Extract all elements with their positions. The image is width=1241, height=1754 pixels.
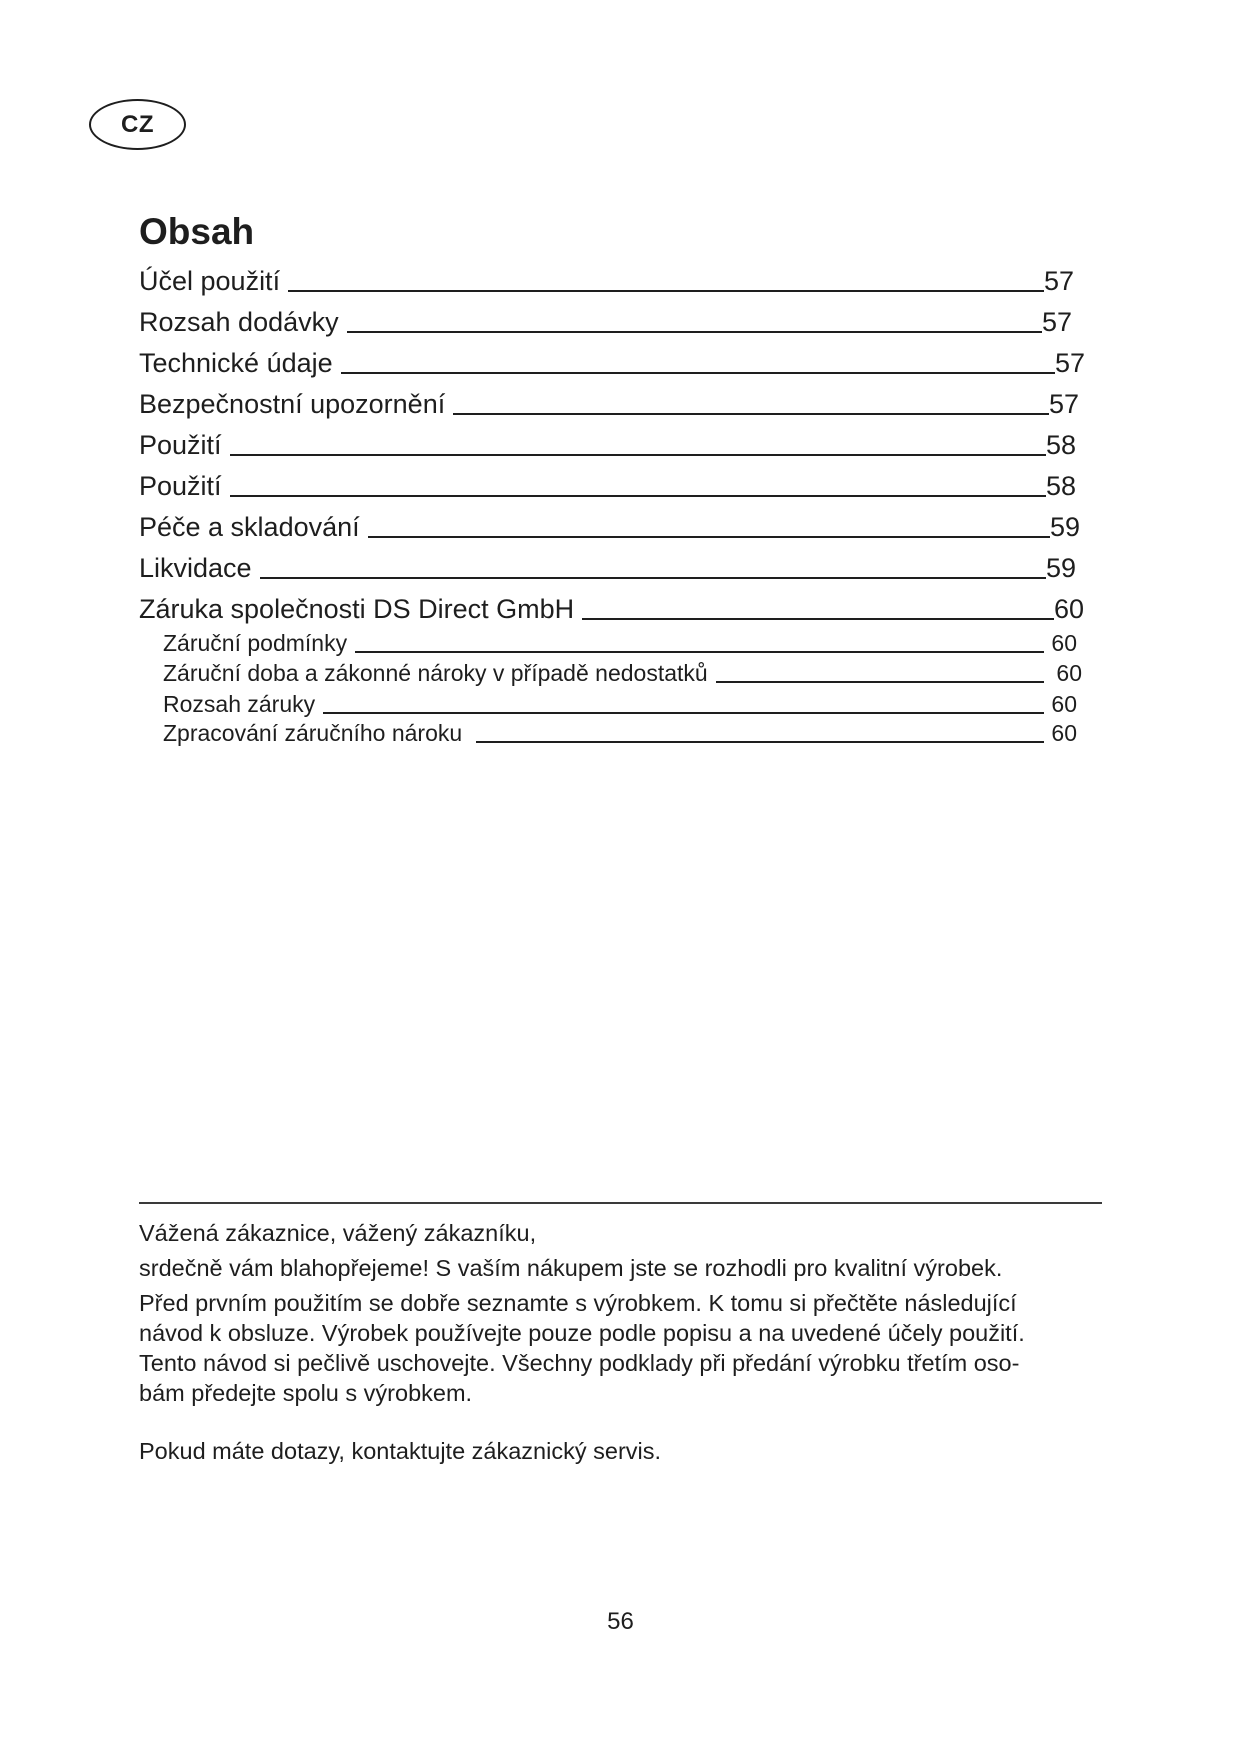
toc-leader-line xyxy=(230,495,1046,497)
intro-paragraph-line: Před prvním použitím se dobře seznamte s výrobkem. K tomu si přečtěte následující xyxy=(139,1290,1017,1316)
toc-entry-label: Péče a skladování xyxy=(139,512,360,542)
intro-paragraph-line: návod k obsluze. Výrobek používejte pouze podle popisu a na uvedené účely použití. xyxy=(139,1320,1025,1346)
intro-contact: Pokud máte dotazy, kontaktujte zákaznický servis. xyxy=(139,1438,662,1464)
language-code: CZ xyxy=(121,110,154,138)
toc-leader-line xyxy=(341,372,1055,374)
toc-subentry-page: 60 xyxy=(1051,720,1077,746)
toc-subentry-label: Záruční podmínky xyxy=(163,630,348,656)
intro-paragraph-line: bám předejte spolu s výrobkem. xyxy=(139,1380,473,1406)
toc-entry-label: Bezpečnostní upozornění xyxy=(139,389,446,419)
toc-entry-label: Likvidace xyxy=(139,553,252,583)
toc-entry-label: Účel použití xyxy=(139,266,281,296)
toc-entry-page: 57 xyxy=(1054,348,1085,378)
toc-entry[interactable] xyxy=(139,307,1072,341)
toc-entry-page: 57 xyxy=(1043,266,1074,296)
toc-subentry-page: 60 xyxy=(1051,691,1077,717)
toc-subentry-label: Rozsah záruky xyxy=(163,691,316,717)
toc-leader-line xyxy=(716,681,1045,683)
toc-leader-line xyxy=(288,290,1044,292)
language-badge xyxy=(89,99,186,150)
toc-subentry-page: 60 xyxy=(1051,630,1077,656)
toc-entry-page: 57 xyxy=(1048,389,1079,419)
toc-entry[interactable] xyxy=(139,266,1074,300)
intro-paragraph xyxy=(139,1288,1099,1408)
toc-entry[interactable] xyxy=(139,594,1084,628)
toc-entry[interactable] xyxy=(139,348,1085,382)
toc-entry[interactable] xyxy=(139,389,1079,423)
toc-entry-page: 58 xyxy=(1045,471,1076,501)
toc-entry-label: Záruka společnosti DS Direct GmbH xyxy=(139,594,575,624)
toc-subentry-label: Záruční doba a zákonné nároky v případě nedostatků xyxy=(163,660,708,686)
intro-paragraph-line: Tento návod si pečlivě uschovejte. Všechny podklady při předání výrobku třetím oso- xyxy=(139,1350,1020,1376)
toc-entry[interactable] xyxy=(139,471,1076,505)
toc-leader-line xyxy=(230,454,1046,456)
intro-greeting: Vážená zákaznice, vážený zákazníku, xyxy=(139,1220,537,1246)
toc-entry-page: 58 xyxy=(1045,430,1076,460)
toc-subentry[interactable] xyxy=(163,691,1077,720)
toc-entry-label: Použití xyxy=(139,471,222,501)
toc-leader-line xyxy=(347,331,1042,333)
toc-leader-line xyxy=(355,651,1044,653)
toc-leader-line xyxy=(260,577,1046,579)
toc-entry-label: Použití xyxy=(139,430,222,460)
toc-entry-page: 59 xyxy=(1045,553,1076,583)
toc-title: Obsah xyxy=(139,211,255,252)
section-divider xyxy=(139,1202,1102,1204)
toc-subentry[interactable] xyxy=(163,660,1082,689)
intro-congrats: srdečně vám blahopřejeme! S vaším nákupem jste se rozhodli pro kvalitní výrobek. xyxy=(139,1255,1003,1281)
toc-entry[interactable] xyxy=(139,553,1076,587)
toc-subentry-page: 60 xyxy=(1056,660,1082,686)
toc-entry[interactable] xyxy=(139,512,1080,546)
toc-subentry-label: Zpracování záručního nároku xyxy=(163,720,463,746)
page-number: 56 xyxy=(607,1608,634,1635)
toc-leader-line xyxy=(476,741,1044,743)
toc-entry-label: Technické údaje xyxy=(139,348,333,378)
toc-entry-label: Rozsah dodávky xyxy=(139,307,339,337)
toc-subentry[interactable] xyxy=(163,720,1077,749)
toc-leader-line xyxy=(582,618,1054,620)
toc-leader-line xyxy=(323,712,1044,714)
toc-entry-page: 60 xyxy=(1053,594,1084,624)
toc-leader-line xyxy=(368,536,1050,538)
toc-subentry[interactable] xyxy=(163,630,1077,659)
toc-entry-page: 59 xyxy=(1049,512,1080,542)
toc-entry[interactable] xyxy=(139,430,1076,464)
toc-leader-line xyxy=(453,413,1049,415)
toc-entry-page: 57 xyxy=(1041,307,1072,337)
